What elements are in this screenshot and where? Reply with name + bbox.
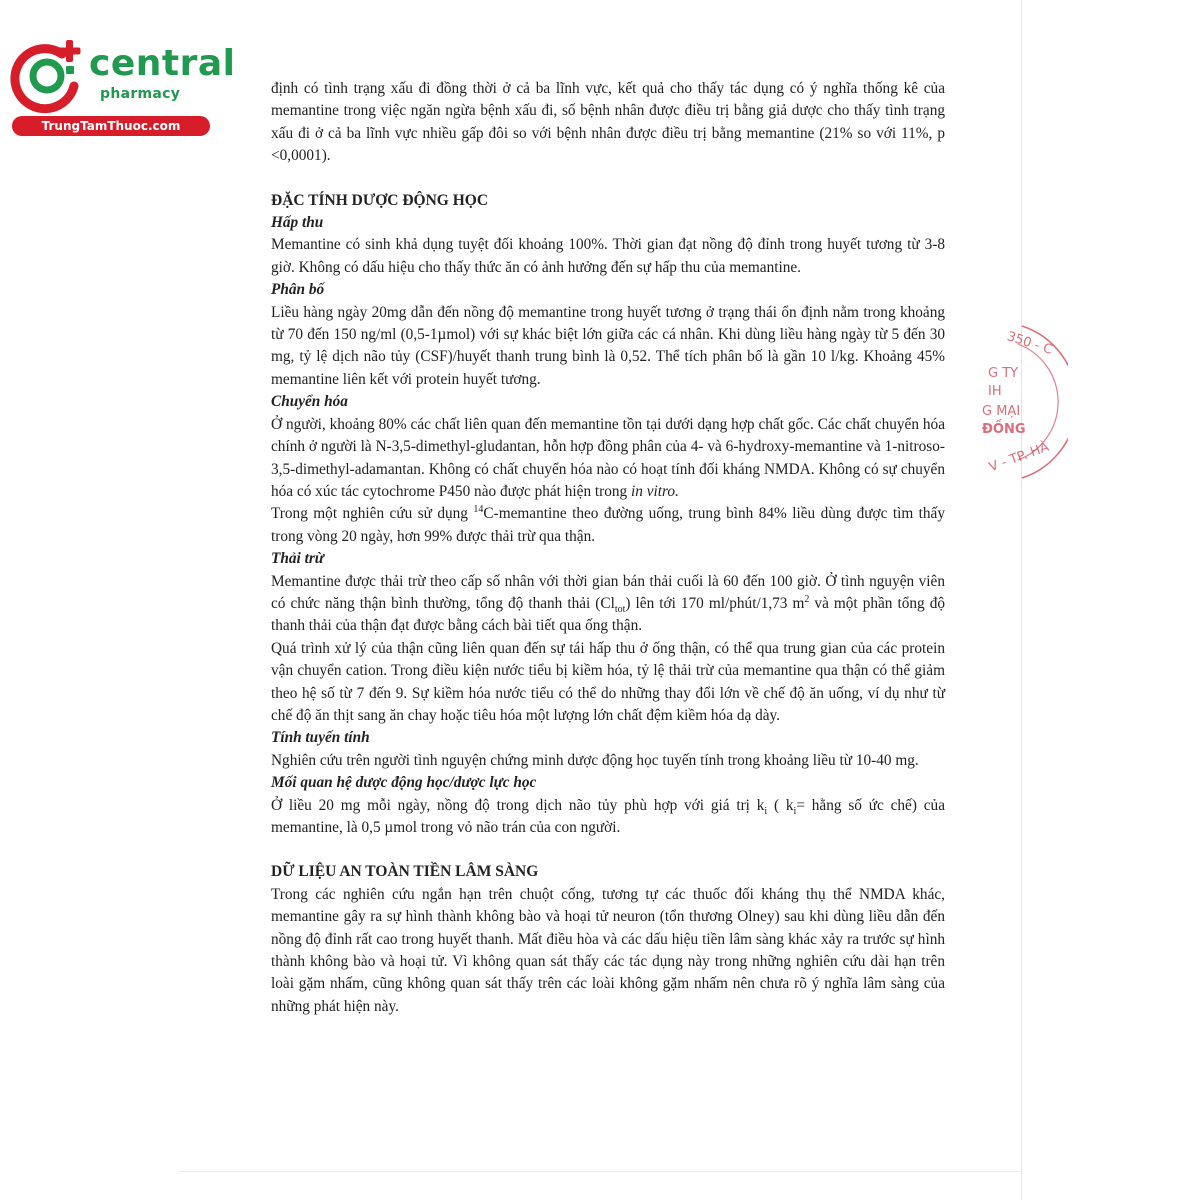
- company-seal-stamp: [978, 322, 1068, 482]
- metabolism-paragraph-2: [271, 503, 945, 548]
- pkpd-ki-sub-2: i: [793, 805, 797, 817]
- page-edge-bottom: [178, 1171, 1022, 1172]
- metabolism-paragraph-1: [271, 414, 945, 504]
- metabolism-isotope-sup: 14: [473, 504, 484, 516]
- elimination-paragraph-1: [271, 571, 945, 638]
- pkpd-paragraph: [271, 795, 945, 840]
- stamp-line-3: IH: [988, 384, 1002, 399]
- elimination-text-a-post: và một phần tổng độ thanh thải của thận đạt được bằng cách bài tiết qua ống thận.: [271, 594, 945, 635]
- pkpd-text-mid: ( k: [767, 796, 794, 814]
- metabolism-text-b-pre: Trong một nghiên cứu sử dụng: [271, 505, 474, 523]
- stamp-line-1: 350 - C: [1004, 329, 1055, 358]
- stamp-line-4: G MẠI: [982, 404, 1021, 419]
- pkpd-ki-sub-1: i: [764, 805, 768, 817]
- pkpd-text-pre: Ở liều 20 mg mỗi ngày, nồng độ trong dịch não tủy phù hợp với giá trị k: [271, 796, 765, 814]
- stamp-line-5: ĐỒNG: [982, 422, 1026, 437]
- linearity-paragraph: Nghiên cứu trên người tình nguyện chứng minh dược động học tuyến tính trong khoảng liều từ 10-40 mg.: [271, 751, 919, 769]
- elimination-text-a-pre: Memantine được thải trừ theo cấp số nhân với thời gian bán thải cuối là 60 đến 100 giờ. Ở tình nguyện viên có chức năng thận bình thường, tổng độ thanh thải (Cl: [271, 572, 945, 612]
- pharmacokinetics-heading: ĐẶC TÍNH DƯỢC ĐỘNG HỌC: [271, 191, 489, 209]
- absorption-paragraph: Memantine có sinh khả dụng tuyệt đối khoảng 100%. Thời gian đạt nồng độ đỉnh trong huyết tương từ 3-8 giờ. Không có dấu hiệu cho thấy thức ăn có ảnh hưởng đến sự hấp thu của memantine.: [271, 236, 945, 276]
- preclinical-paragraph: Trong các nghiên cứu ngắn hạn trên chuột cống, tương tự các thuốc đối kháng thụ thể NMDA khác, memantine gây ra sự hình thành không bào và hoại tử neuron (tổn thương Olney) sau khi dùng liều dẫn đến nồng độ đỉnh rất cao trong huyết thanh. Mất điều hòa và các dấu hiệu tiền lâm sàng khác xảy ra trước sự hình thành không bào và hoại tử. Vì không quan sát thấy các tác dụng này trong những nghiên cứu dài hạn trên loài gặm nhấm, cũng không quan sát thấy trên các loài không gặm nhấm nên chưa rõ ý nghĩa lâm sàng của những phát hiện này.: [271, 885, 945, 1015]
- metabolism-in-vitro: in vitro.: [631, 482, 679, 500]
- logo-website-banner: TrungTamThuoc.com: [12, 116, 210, 136]
- intro-paragraph: định có tình trạng xấu đi đồng thời ở cả ba lĩnh vực, kết quả cho thấy tác dụng có ý nghĩa thống kê của memantine trong việc ngăn ngừa bệnh xấu đi, số bệnh nhân được điều trị bằng giả dược cho thấy tình trạng xấu đi ở cả ba lĩnh vực nhiều gấp đôi so với bệnh nhân được điều trị bằng memantine (21% so với 11%, p <0,0001).: [271, 80, 945, 165]
- logo-name: central: [89, 43, 236, 84]
- stamp-line-6: V - TP. HÀ: [987, 439, 1052, 476]
- pkpd-subheading: Mối quan hệ dược động học/dược lực học: [271, 774, 537, 792]
- metabolism-text-b-post: C-memantine theo đường uống, trung bình 84% liều dùng được tìm thấy trong vòng 20 ngày, hơn 99% được thải trừ qua thận.: [271, 505, 945, 545]
- distribution-paragraph: Liều hàng ngày 20mg dẫn đến nồng độ memantine trong huyết tương ở trạng thái ổn định nằm trong khoảng từ 70 đến 150 ng/ml (0,5-1µmol) với sự khác biệt lớn giữa các cá nhân. Khi dùng liều hàng ngày từ 5 đến 30 mg, tỷ lệ dịch não tủy (CSF)/huyết thanh trung bình là 0,52. Thể tích phân bố là gần 10 l/kg. Khoảng 45% memantine liên kết với protein huyết tương.: [271, 303, 945, 388]
- elimination-paragraph-2: Quá trình xử lý của thận cũng liên quan đến sự tái hấp thu ở ống thận, có thể qua trung gian của các protein vận chuyển cation. Trong điều kiện nước tiểu bị kiềm hóa, tỷ lệ thải trừ của memantine qua thận có thể giảm theo hệ số từ 7 đến 9. Sự kiềm hóa nước tiểu có thể do những thay đổi lớn về chế độ ăn uống, ví dụ như từ chế độ ăn thịt sang ăn chay hoặc tiêu hóa một lượng lớn chất đệm kiềm hóa dạ dày.: [271, 639, 945, 724]
- central-pharmacy-logo[interactable]: [10, 36, 236, 136]
- pkpd-text-post: = hằng số ức chế) của memantine, là 0,5 µmol trong vỏ não trán của con người.: [271, 796, 945, 836]
- metabolism-text-a: Ở người, khoảng 80% các chất liên quan đến memantine tồn tại dưới dạng hợp chất gốc. Các chất chuyển hóa chính ở người là N-3,5-dimethyl-gludantan, hỗn hợp đồng phân của 4- và 6-hydroxy-memantine và 1-nitroso-3,5-dimethyl-adamantan. Không có chất chuyển hóa nào có hoạt tính đối kháng NMDA. Không có sự chuyển hóa có xúc tác cytochrome P450 nào được phát hiện trong: [271, 415, 945, 500]
- logo-subtitle: pharmacy: [100, 86, 181, 102]
- metabolism-subheading: Chuyển hóa: [271, 393, 348, 411]
- linearity-subheading: Tính tuyến tính: [271, 729, 370, 747]
- stamp-line-2: G TY: [988, 366, 1019, 381]
- elimination-text-a-mid: ) lên tới 170 ml/phút/1,73 m: [625, 594, 805, 612]
- elimination-clearance-sub: tot: [614, 603, 626, 615]
- distribution-subheading: Phân bố: [271, 281, 325, 299]
- elimination-m2-sup: 2: [804, 593, 810, 605]
- page-edge-right: [1021, 0, 1022, 1200]
- absorption-subheading: Hấp thu: [271, 214, 324, 232]
- pharmacy-cross-logo-icon: [10, 36, 88, 114]
- document-body: [271, 78, 945, 1018]
- elimination-subheading: Thải trừ: [271, 550, 324, 568]
- preclinical-heading: DỮ LIỆU AN TOÀN TIỀN LÂM SÀNG: [271, 863, 539, 881]
